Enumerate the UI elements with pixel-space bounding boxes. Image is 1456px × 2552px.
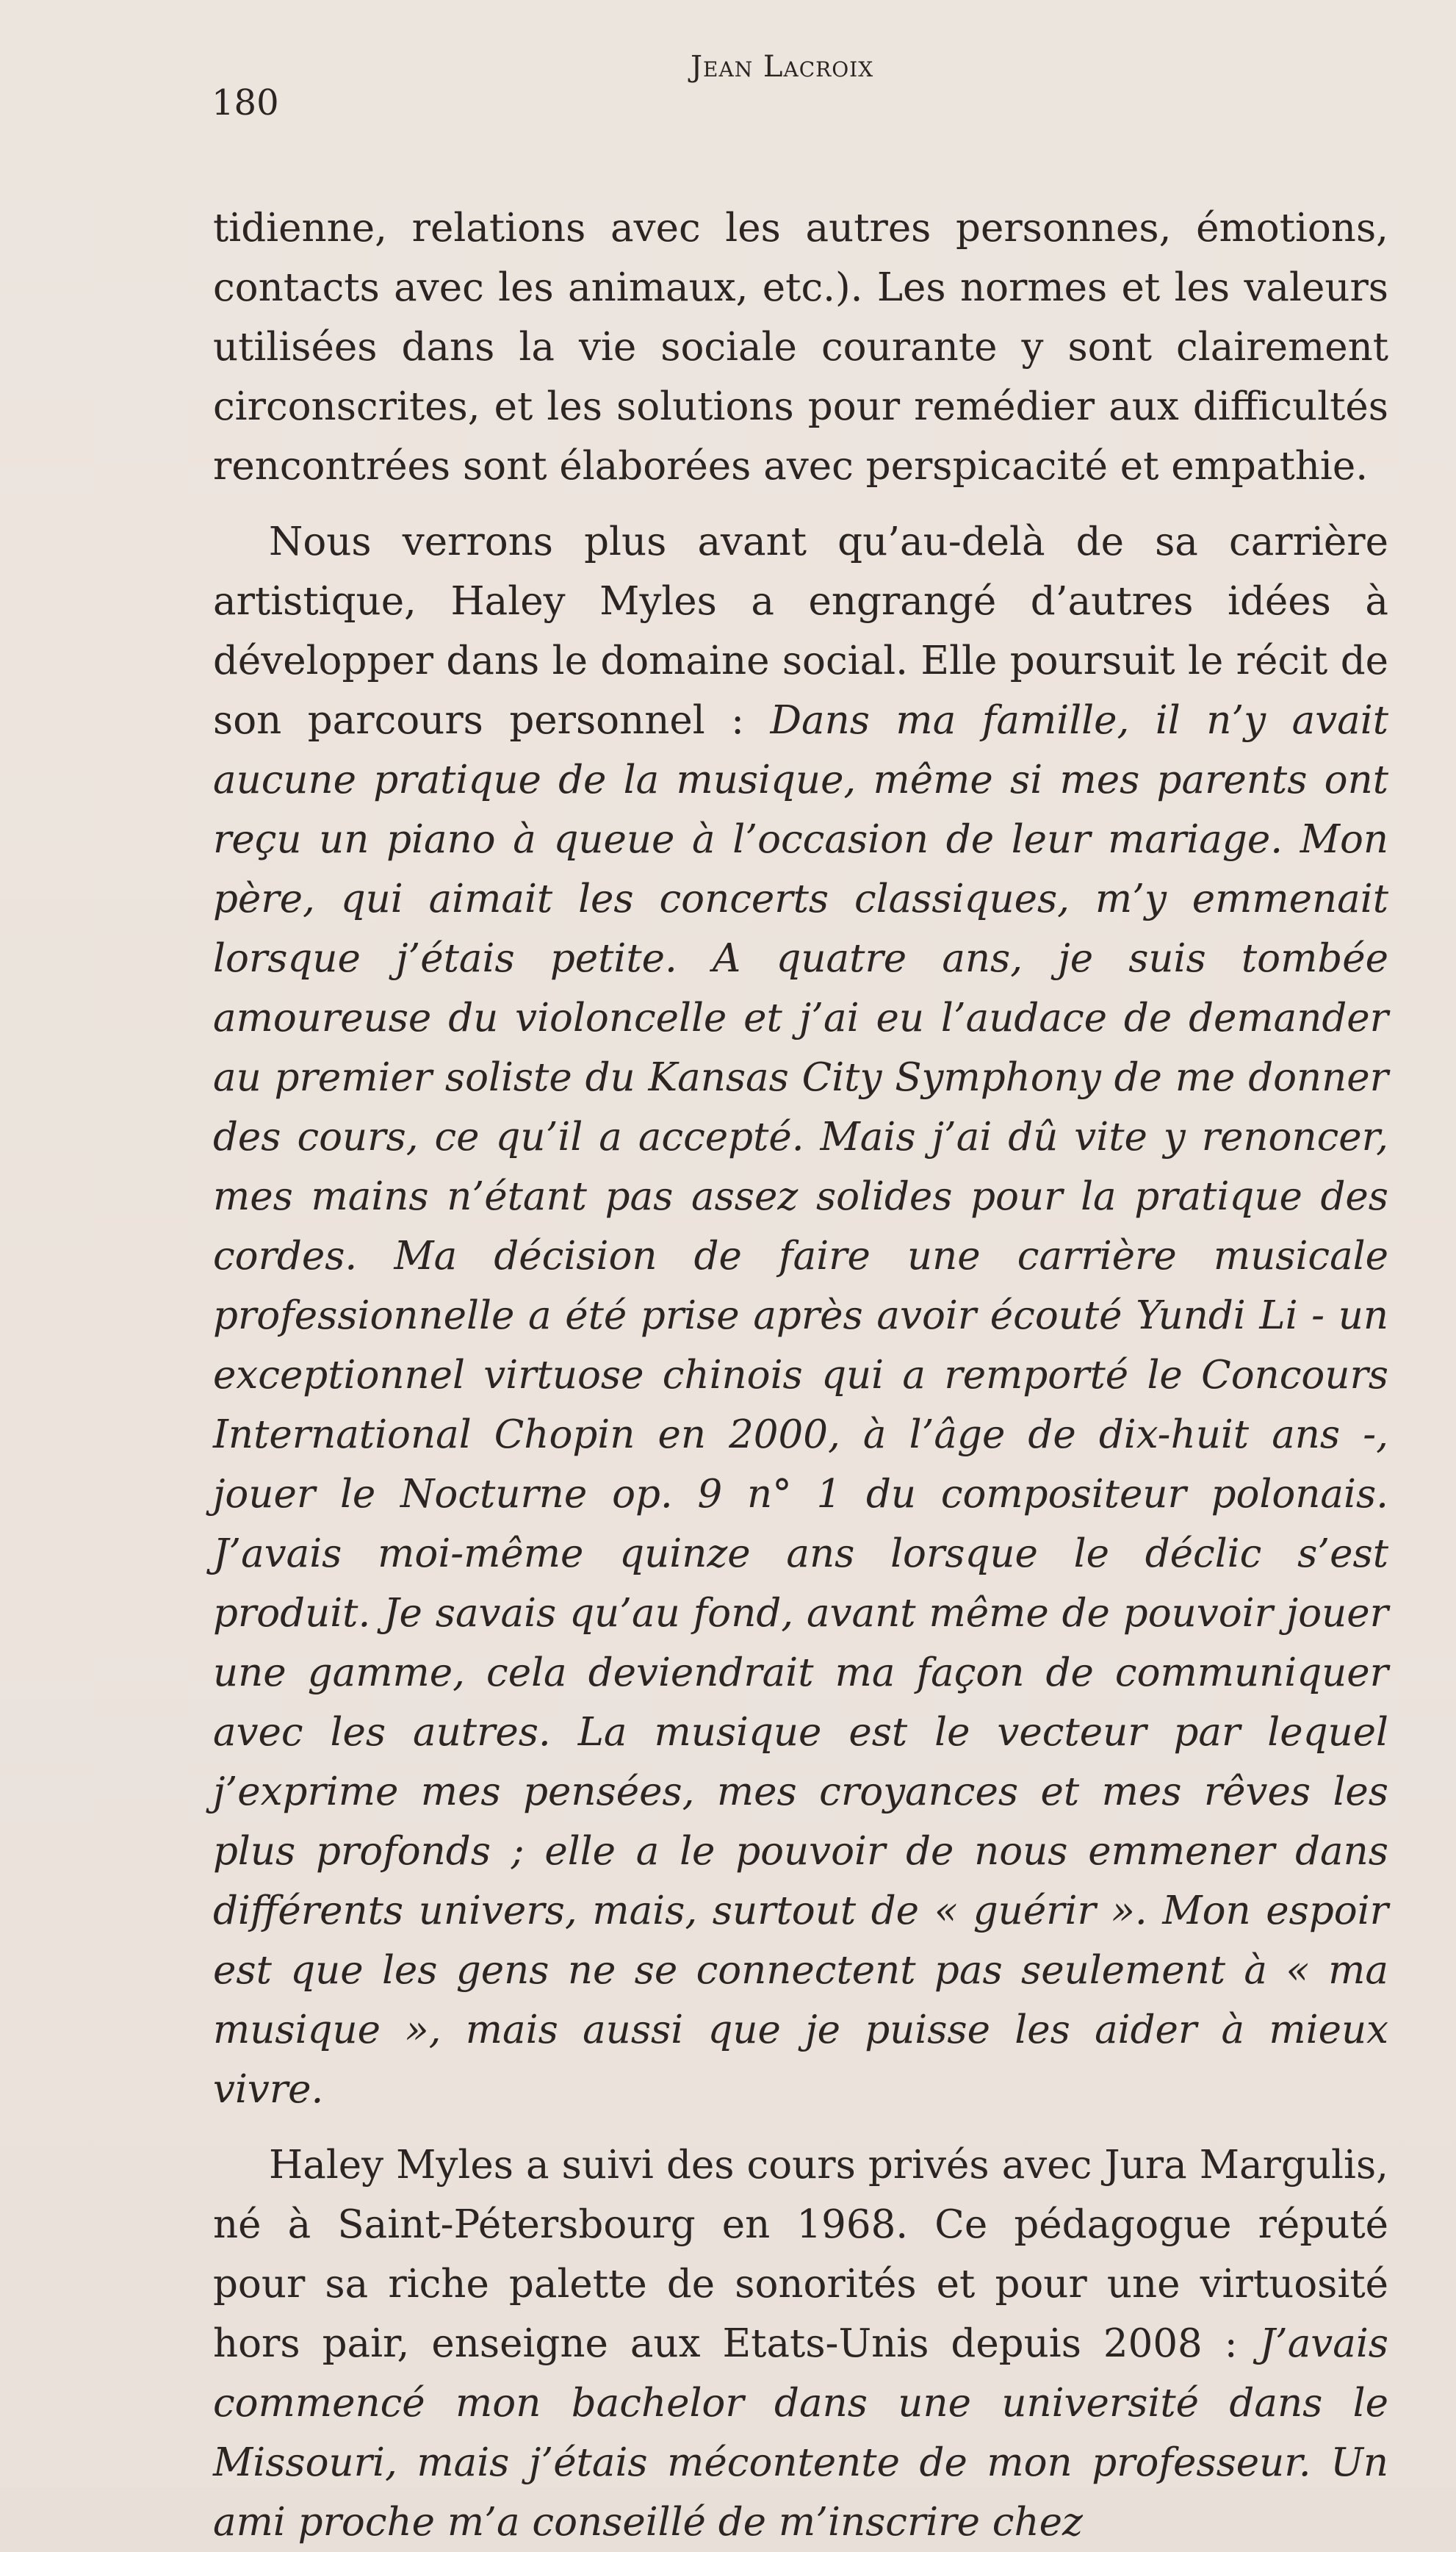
paragraph-3-quote: J’avais commencé mon bachelor dans une université dans le Missouri, mais j’étais mécontente de mon professeur. Un ami proche m’a conseillé de m’inscrire chez [213, 2321, 1388, 2545]
paragraph-1-text: tidienne, relations avec les autres personnes, émotions, contacts avec les animaux, etc.). Les normes et les valeurs utilisées dans la vie sociale courante y sont clairement circonscrites, et les solutions pour remédier aux difficultés rencontrées sont élaborées avec perspicacité et empathie. [213, 206, 1388, 489]
paragraph-2-text: Nous verrons plus avant qu’au-delà de sa carrière artistique, Haley Myles a engrangé d’autres idées à développer dans le domaine social. Elle poursuit le récit de son parcours personnel : [213, 520, 1388, 743]
page-header [0, 44, 1456, 132]
page-number: 180 [212, 82, 279, 123]
body-text [213, 198, 1388, 2552]
paragraph-2-quote: Dans ma famille, il n’y avait aucune pratique de la musique, même si mes parents ont reçu un piano à queue à l’occasion de leur mariage. Mon père, qui aimait les concerts classiques, m’y emmenait lorsque j’étais petite. A quatre ans, je suis tombée amoureuse du violoncelle et j’ai eu l’audace de demander au premier soliste du Kansas City Symphony de me donner des cours, ce qu’il a accepté. Mais j’ai dû vite y renoncer, mes mains n’étant pas assez solides pour la pratique des cordes. Ma décision de faire une carrière musicale professionnelle a été prise après avoir écouté Yundi Li - un exceptionnel virtuose chinois qui a remporté le Concours International Chopin en 2000, à l’âge de dix-huit ans -, jouer le Nocturne op. 9 n° 1 du compositeur polonais. J’avais moi-même quinze ans lorsque le déclic s’est produit. Je savais qu’au fond, avant même de pouvoir jouer une gamme, cela deviendrait ma façon de communiquer avec les autres. La musique est le vecteur par lequel j’exprime mes pensées, mes croyances et mes rêves les plus profonds ; elle a le pouvoir de nous emmener dans différents univers, mais, surtout de « guérir ». Mon espoir est que les gens ne se connectent pas seulement à « ma musique », mais aussi que je puisse les aider à mieux vivre. [213, 698, 1388, 2112]
paragraph-2 [213, 512, 1388, 2119]
paragraph-1 [213, 198, 1388, 496]
running-head: Jean Lacroix [691, 50, 874, 84]
paragraph-3-text: Haley Myles a suivi des cours privés avec Jura Margulis, né à Saint-Pétersbourg en 1968. Ce pédagogue réputé pour sa riche palette de sonorités et pour une virtuosité hors pair, enseigne aux Etats-Unis depuis 2008 : [213, 2143, 1388, 2366]
paragraph-3 [213, 2135, 1388, 2552]
